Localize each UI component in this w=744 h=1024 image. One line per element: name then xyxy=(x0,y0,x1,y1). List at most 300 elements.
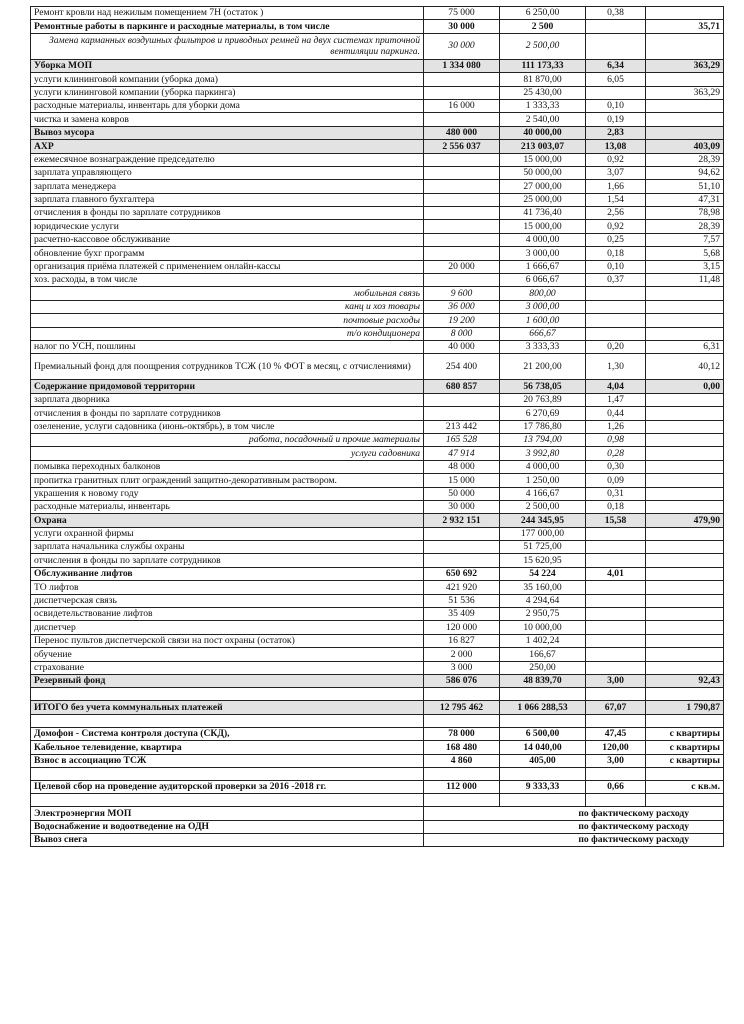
table-row xyxy=(31,780,724,793)
rate-per-sqm xyxy=(586,314,646,327)
rate-extra xyxy=(646,73,724,86)
rate-per-sqm xyxy=(586,594,646,607)
annual-amount xyxy=(424,153,500,166)
annual-amount xyxy=(424,794,500,807)
table-row xyxy=(31,447,724,460)
rate-extra xyxy=(646,126,724,139)
rate-per-sqm: 15,58 xyxy=(586,514,646,527)
rate-per-sqm: 0,31 xyxy=(586,487,646,500)
annual-amount: 36 000 xyxy=(424,300,500,313)
table-row xyxy=(31,807,724,820)
rate-per-sqm: 0,44 xyxy=(586,407,646,420)
table-row xyxy=(31,193,724,206)
table-row xyxy=(31,554,724,567)
monthly-amount: 6 270,69 xyxy=(500,407,586,420)
rate-per-sqm: 6,34 xyxy=(586,59,646,72)
table-row xyxy=(31,140,724,153)
rate-extra: 5,68 xyxy=(646,247,724,260)
rate-extra xyxy=(646,447,724,460)
row-label: Целевой сбор на проведение аудиторской проверки за 2016 -2018 гг. xyxy=(31,780,424,793)
monthly-amount: 177 000,00 xyxy=(500,527,586,540)
table-row xyxy=(31,207,724,220)
row-label: налог по УСН, пошлины xyxy=(31,340,424,353)
row-label: услуги охранной фирмы xyxy=(31,527,424,540)
monthly-amount: 800,00 xyxy=(500,287,586,300)
rate-per-sqm xyxy=(586,86,646,99)
annual-amount xyxy=(424,233,500,246)
row-label: т/о кондиционера xyxy=(31,327,424,340)
table-row xyxy=(31,674,724,687)
rate-extra xyxy=(646,714,724,727)
rate-per-sqm xyxy=(586,20,646,33)
row-label: обучение xyxy=(31,648,424,661)
row-label: расходные материалы, инвентарь xyxy=(31,500,424,513)
annual-amount: 30 000 xyxy=(424,500,500,513)
monthly-amount xyxy=(500,794,586,807)
annual-amount: 2 000 xyxy=(424,648,500,661)
annual-amount: 9 600 xyxy=(424,287,500,300)
monthly-amount: 25 000,00 xyxy=(500,193,586,206)
row-label: Обслуживание лифтов xyxy=(31,567,424,580)
annual-amount: 2 556 037 xyxy=(424,140,500,153)
monthly-amount: 25 430,00 xyxy=(500,86,586,99)
row-label: озеленение, услуги садовника (июнь-октябрь), в том числе xyxy=(31,420,424,433)
table-row xyxy=(31,487,724,500)
monthly-amount: 3 000,00 xyxy=(500,247,586,260)
annual-amount: 30 000 xyxy=(424,33,500,59)
rate-per-sqm: 0,10 xyxy=(586,260,646,273)
annual-amount xyxy=(424,113,500,126)
rate-extra: с квартиры xyxy=(646,754,724,767)
row-label: почтовые расходы xyxy=(31,314,424,327)
table-row xyxy=(31,661,724,674)
annual-amount: 75 000 xyxy=(424,7,500,20)
row-label: зарплата дворника xyxy=(31,393,424,406)
monthly-amount: 1 666,67 xyxy=(500,260,586,273)
rate-per-sqm: 0,20 xyxy=(586,340,646,353)
rate-extra: 7,57 xyxy=(646,233,724,246)
table-row xyxy=(31,754,724,767)
row-label: АХР xyxy=(31,140,424,153)
row-label: расходные материалы, инвентарь для уборки дома xyxy=(31,99,424,112)
row-label: отчисления в фонды по зарплате сотрудников xyxy=(31,207,424,220)
monthly-amount: 15 000,00 xyxy=(500,220,586,233)
rate-extra xyxy=(646,474,724,487)
monthly-amount: 4 000,00 xyxy=(500,233,586,246)
row-label: ежемесячное вознаграждение председателю xyxy=(31,153,424,166)
row-label: Уборка МОП xyxy=(31,59,424,72)
monthly-amount: 111 173,33 xyxy=(500,59,586,72)
monthly-amount: 10 000,00 xyxy=(500,621,586,634)
rate-per-sqm: 0,66 xyxy=(586,780,646,793)
table-row xyxy=(31,86,724,99)
rate-per-sqm xyxy=(586,541,646,554)
row-label: диспетчер xyxy=(31,621,424,634)
annual-amount xyxy=(424,274,500,287)
table-row xyxy=(31,314,724,327)
annual-amount: 480 000 xyxy=(424,126,500,139)
table-row xyxy=(31,233,724,246)
table-row xyxy=(31,99,724,112)
rate-per-sqm xyxy=(586,33,646,59)
row-label: Вывоз снега xyxy=(31,834,424,847)
monthly-amount: 3 333,33 xyxy=(500,340,586,353)
row-label: Взнос в ассоциацию ТСЖ xyxy=(31,754,424,767)
rate-per-sqm xyxy=(586,767,646,780)
rate-per-sqm: 0,92 xyxy=(586,220,646,233)
monthly-amount: 9 333,33 xyxy=(500,780,586,793)
rate-extra: 3,15 xyxy=(646,260,724,273)
rate-per-sqm: 1,54 xyxy=(586,193,646,206)
annual-amount: 168 480 xyxy=(424,741,500,754)
rate-extra xyxy=(646,541,724,554)
row-label: Вывоз мусора xyxy=(31,126,424,139)
monthly-amount: 6 250,00 xyxy=(500,7,586,20)
annual-amount: 4 860 xyxy=(424,754,500,767)
rate-per-sqm: 1,47 xyxy=(586,393,646,406)
monthly-amount: 17 786,80 xyxy=(500,420,586,433)
row-label: услуги клининговой компании (уборка дома) xyxy=(31,73,424,86)
row-note: по фактическому расходу xyxy=(424,834,724,847)
table-row xyxy=(31,59,724,72)
table-row xyxy=(31,741,724,754)
annual-amount xyxy=(424,393,500,406)
rate-per-sqm: 0,19 xyxy=(586,113,646,126)
table-row xyxy=(31,407,724,420)
annual-amount: 48 000 xyxy=(424,460,500,473)
rate-extra xyxy=(646,527,724,540)
table-row xyxy=(31,73,724,86)
table-row xyxy=(31,247,724,260)
row-label: Ремонтные работы в паркинге и расходные материалы, в том числе xyxy=(31,20,424,33)
rate-per-sqm: 0,18 xyxy=(586,500,646,513)
rate-extra xyxy=(646,300,724,313)
rate-per-sqm xyxy=(586,794,646,807)
budget-table xyxy=(30,6,724,847)
row-label: Водоснабжение и водоотведение на ОДН xyxy=(31,820,424,833)
table-row xyxy=(31,20,724,33)
monthly-amount: 4 166,67 xyxy=(500,487,586,500)
rate-extra: с кв.м. xyxy=(646,780,724,793)
table-row xyxy=(31,420,724,433)
rate-per-sqm xyxy=(586,661,646,674)
rate-extra: 51,10 xyxy=(646,180,724,193)
monthly-amount: 2 500,00 xyxy=(500,500,586,513)
table-row xyxy=(31,166,724,179)
monthly-amount: 213 003,07 xyxy=(500,140,586,153)
rate-per-sqm: 0,18 xyxy=(586,247,646,260)
annual-amount: 165 528 xyxy=(424,433,500,446)
monthly-amount: 666,67 xyxy=(500,327,586,340)
annual-amount: 40 000 xyxy=(424,340,500,353)
rate-extra: 363,29 xyxy=(646,86,724,99)
annual-amount: 20 000 xyxy=(424,260,500,273)
rate-extra xyxy=(646,113,724,126)
row-label: расчетно-кассовое обслуживание xyxy=(31,233,424,246)
annual-amount: 16 000 xyxy=(424,99,500,112)
monthly-amount: 51 725,00 xyxy=(500,541,586,554)
table-row xyxy=(31,567,724,580)
row-label: Содержание придомовой территории xyxy=(31,380,424,393)
rate-extra xyxy=(646,648,724,661)
row-label: организация приёма платежей с применением онлайн-кассы xyxy=(31,260,424,273)
annual-amount: 254 400 xyxy=(424,354,500,380)
rate-per-sqm: 4,04 xyxy=(586,380,646,393)
rate-extra: 0,00 xyxy=(646,380,724,393)
rate-extra: 1 790,87 xyxy=(646,701,724,714)
rate-extra xyxy=(646,433,724,446)
row-label: украшения к новому году xyxy=(31,487,424,500)
row-label: отчисления в фонды по зарплате сотрудников xyxy=(31,554,424,567)
table-row xyxy=(31,527,724,540)
rate-extra xyxy=(646,594,724,607)
table-row xyxy=(31,581,724,594)
annual-amount: 19 200 xyxy=(424,314,500,327)
row-label xyxy=(31,794,424,807)
row-label: освидетельствование лифтов xyxy=(31,608,424,621)
rate-per-sqm: 0,09 xyxy=(586,474,646,487)
rate-per-sqm: 4,01 xyxy=(586,567,646,580)
rate-per-sqm: 3,00 xyxy=(586,674,646,687)
table-row xyxy=(31,354,724,380)
annual-amount: 51 536 xyxy=(424,594,500,607)
annual-amount: 213 442 xyxy=(424,420,500,433)
monthly-amount: 2 950,75 xyxy=(500,608,586,621)
rate-extra xyxy=(646,287,724,300)
row-label: юридические услуги xyxy=(31,220,424,233)
annual-amount xyxy=(424,714,500,727)
annual-amount xyxy=(424,554,500,567)
rate-per-sqm: 0,25 xyxy=(586,233,646,246)
table-row xyxy=(31,500,724,513)
monthly-amount: 15 000,00 xyxy=(500,153,586,166)
rate-per-sqm: 0,98 xyxy=(586,433,646,446)
annual-amount: 35 409 xyxy=(424,608,500,621)
rate-per-sqm xyxy=(586,327,646,340)
rate-extra: 403,09 xyxy=(646,140,724,153)
annual-amount xyxy=(424,767,500,780)
monthly-amount: 4 294,64 xyxy=(500,594,586,607)
table-row xyxy=(31,274,724,287)
table-row xyxy=(31,474,724,487)
row-label: Премиальный фонд для поощрения сотрудников ТСЖ (10 % ФОТ в месяц, с отчислениями) xyxy=(31,354,424,380)
annual-amount: 680 857 xyxy=(424,380,500,393)
row-label: мобильная связь xyxy=(31,287,424,300)
annual-amount xyxy=(424,166,500,179)
annual-amount xyxy=(424,86,500,99)
rate-per-sqm: 0,37 xyxy=(586,274,646,287)
rate-per-sqm: 47,45 xyxy=(586,727,646,740)
rate-per-sqm: 0,10 xyxy=(586,99,646,112)
rate-per-sqm xyxy=(586,287,646,300)
annual-amount: 1 334 080 xyxy=(424,59,500,72)
monthly-amount: 166,67 xyxy=(500,648,586,661)
monthly-amount: 3 992,80 xyxy=(500,447,586,460)
row-label: помывка переходных балконов xyxy=(31,460,424,473)
row-label: отчисления в фонды по зарплате сотрудников xyxy=(31,407,424,420)
row-label: работа, посадочный и прочие материалы xyxy=(31,433,424,446)
annual-amount: 15 000 xyxy=(424,474,500,487)
annual-amount: 421 920 xyxy=(424,581,500,594)
monthly-amount xyxy=(500,688,586,701)
rate-extra: 28,39 xyxy=(646,153,724,166)
rate-extra: 35,71 xyxy=(646,20,724,33)
table-row xyxy=(31,153,724,166)
rate-extra xyxy=(646,567,724,580)
rate-extra xyxy=(646,327,724,340)
table-row xyxy=(31,794,724,807)
monthly-amount: 54 224 xyxy=(500,567,586,580)
rate-per-sqm xyxy=(586,648,646,661)
rate-per-sqm: 6,05 xyxy=(586,73,646,86)
monthly-amount: 250,00 xyxy=(500,661,586,674)
monthly-amount: 27 000,00 xyxy=(500,180,586,193)
rate-extra xyxy=(646,688,724,701)
annual-amount xyxy=(424,247,500,260)
rate-extra: 78,98 xyxy=(646,207,724,220)
monthly-amount: 4 000,00 xyxy=(500,460,586,473)
rate-per-sqm: 0,28 xyxy=(586,447,646,460)
monthly-amount: 244 345,95 xyxy=(500,514,586,527)
annual-amount: 8 000 xyxy=(424,327,500,340)
table-row xyxy=(31,648,724,661)
rate-extra: 28,39 xyxy=(646,220,724,233)
monthly-amount: 1 333,33 xyxy=(500,99,586,112)
annual-amount: 12 795 462 xyxy=(424,701,500,714)
row-label: страхование xyxy=(31,661,424,674)
rate-extra: 47,31 xyxy=(646,193,724,206)
monthly-amount: 21 200,00 xyxy=(500,354,586,380)
rate-per-sqm xyxy=(586,527,646,540)
rate-extra xyxy=(646,314,724,327)
rate-extra xyxy=(646,767,724,780)
annual-amount: 112 000 xyxy=(424,780,500,793)
monthly-amount: 1 250,00 xyxy=(500,474,586,487)
table-row xyxy=(31,701,724,714)
monthly-amount: 81 870,00 xyxy=(500,73,586,86)
rate-extra xyxy=(646,460,724,473)
row-label: ТО лифтов xyxy=(31,581,424,594)
rate-per-sqm: 1,66 xyxy=(586,180,646,193)
table-row xyxy=(31,260,724,273)
row-label: хоз. расходы, в том числе xyxy=(31,274,424,287)
table-row xyxy=(31,220,724,233)
row-label: Охрана xyxy=(31,514,424,527)
annual-amount: 3 000 xyxy=(424,661,500,674)
rate-extra: 6,31 xyxy=(646,340,724,353)
annual-amount: 30 000 xyxy=(424,20,500,33)
rate-per-sqm xyxy=(586,621,646,634)
annual-amount: 47 914 xyxy=(424,447,500,460)
row-label: зарплата управляющего xyxy=(31,166,424,179)
rate-per-sqm: 0,38 xyxy=(586,7,646,20)
rate-extra: с квартиры xyxy=(646,741,724,754)
table-row xyxy=(31,767,724,780)
row-label: канц и хоз товары xyxy=(31,300,424,313)
monthly-amount: 14 040,00 xyxy=(500,741,586,754)
annual-amount xyxy=(424,688,500,701)
row-label: чистка и замена ковров xyxy=(31,113,424,126)
table-row xyxy=(31,834,724,847)
table-row xyxy=(31,180,724,193)
row-label: ИТОГО без учета коммунальных платежей xyxy=(31,701,424,714)
monthly-amount: 56 738,05 xyxy=(500,380,586,393)
monthly-amount: 1 066 288,53 xyxy=(500,701,586,714)
annual-amount xyxy=(424,541,500,554)
table-row xyxy=(31,727,724,740)
monthly-amount: 1 600,00 xyxy=(500,314,586,327)
rate-extra: 40,12 xyxy=(646,354,724,380)
monthly-amount: 40 000,00 xyxy=(500,126,586,139)
rate-extra xyxy=(646,500,724,513)
row-label xyxy=(31,688,424,701)
rate-extra: 363,29 xyxy=(646,59,724,72)
rate-extra xyxy=(646,7,724,20)
row-label xyxy=(31,767,424,780)
rate-extra: с квартиры xyxy=(646,727,724,740)
rate-per-sqm xyxy=(586,554,646,567)
row-label: Резервный фонд xyxy=(31,674,424,687)
rate-per-sqm: 120,00 xyxy=(586,741,646,754)
row-label: зарплата главного бухгалтера xyxy=(31,193,424,206)
annual-amount: 120 000 xyxy=(424,621,500,634)
monthly-amount: 41 736,40 xyxy=(500,207,586,220)
rate-per-sqm: 2,83 xyxy=(586,126,646,139)
row-label: услуги садовника xyxy=(31,447,424,460)
rate-extra xyxy=(646,608,724,621)
monthly-amount xyxy=(500,767,586,780)
rate-per-sqm: 2,56 xyxy=(586,207,646,220)
rate-extra xyxy=(646,99,724,112)
annual-amount: 586 076 xyxy=(424,674,500,687)
rate-extra xyxy=(646,393,724,406)
rate-extra: 94,62 xyxy=(646,166,724,179)
row-label: диспетчерская связь xyxy=(31,594,424,607)
rate-per-sqm xyxy=(586,581,646,594)
row-label: Электроэнергия МОП xyxy=(31,807,424,820)
table-row xyxy=(31,327,724,340)
rate-per-sqm xyxy=(586,608,646,621)
annual-amount xyxy=(424,407,500,420)
row-label: обновление бухг программ xyxy=(31,247,424,260)
rate-extra: 92,43 xyxy=(646,674,724,687)
annual-amount xyxy=(424,180,500,193)
monthly-amount: 2 500 xyxy=(500,20,586,33)
rate-extra xyxy=(646,634,724,647)
monthly-amount: 20 763,89 xyxy=(500,393,586,406)
annual-amount xyxy=(424,73,500,86)
rate-extra xyxy=(646,554,724,567)
monthly-amount: 405,00 xyxy=(500,754,586,767)
row-label: услуги клининговой компании (уборка паркинга) xyxy=(31,86,424,99)
rate-extra xyxy=(646,407,724,420)
row-label: Кабельное телевидение, квартира xyxy=(31,741,424,754)
annual-amount xyxy=(424,220,500,233)
table-row xyxy=(31,287,724,300)
rate-extra: 479,90 xyxy=(646,514,724,527)
rate-extra xyxy=(646,33,724,59)
monthly-amount: 2 500,00 xyxy=(500,33,586,59)
row-label: Перенос пультов диспетчерской связи на пост охраны (остаток) xyxy=(31,634,424,647)
table-row xyxy=(31,608,724,621)
rate-per-sqm: 1,26 xyxy=(586,420,646,433)
table-row xyxy=(31,688,724,701)
monthly-amount: 50 000,00 xyxy=(500,166,586,179)
annual-amount xyxy=(424,193,500,206)
rate-per-sqm: 0,92 xyxy=(586,153,646,166)
row-note: по фактическому расходу xyxy=(424,807,724,820)
rate-per-sqm: 1,30 xyxy=(586,354,646,380)
